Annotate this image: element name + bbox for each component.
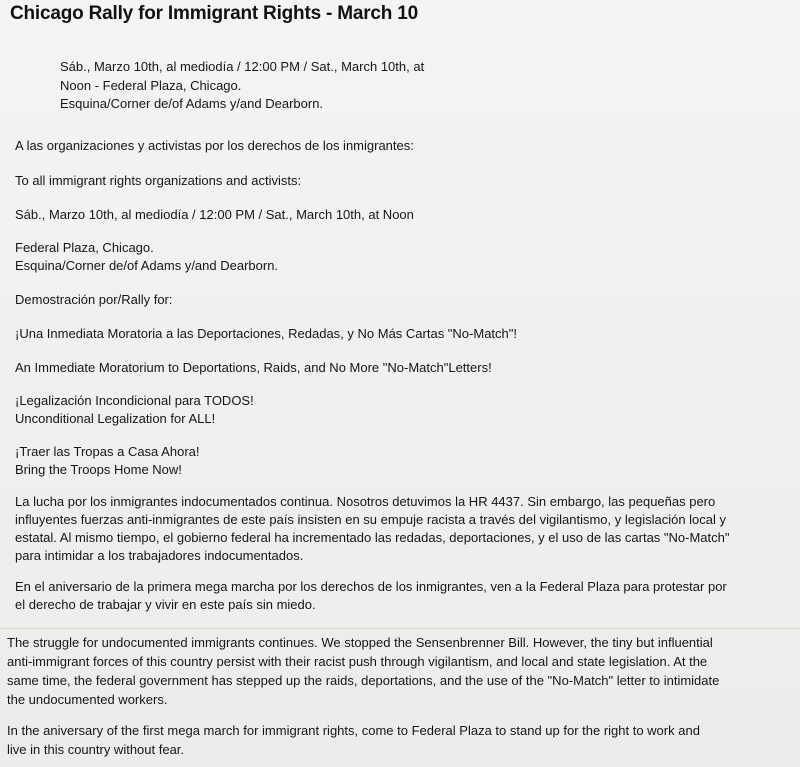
demand-3-block [15,443,200,478]
place-line-2: Esquina/Corner de/of Adams y/and Dearborn. [15,257,279,273]
paragraph-line: estatal. Al mismo tiempo, el gobierno federal ha incrementado las redadas, deportaciones, y el uso de las cartas "No-Match" [15,530,730,545]
place-line-1: Federal Plaza, Chicago. [15,240,154,255]
rally-for-heading: Demostración por/Rally for: [15,292,173,307]
paragraph-spanish-1 [15,493,797,565]
demand-2-english: Unconditional Legalization for ALL! [15,410,216,426]
demand-1-english: An Immediate Moratorium to Deportations, Raids, and No More "No-Match"Letters! [15,360,492,375]
header-line-1: Sáb., Marzo 10th, al mediodía / 12:00 PM / Sat., March 10th, at [60,59,425,74]
paragraph-english-1 [7,633,797,709]
paragraph-english-2 [7,721,797,759]
page-title: Chicago Rally for Immigrant Rights - March 10 [10,3,419,24]
date-line: Sáb., Marzo 10th, al mediodía / 12:00 PM / Sat., March 10th, at Noon [15,207,414,222]
paragraph-line: el derecho de trabajar y vivir en este país sin miedo. [15,597,316,612]
demand-2-spanish: ¡Legalización Incondicional para TODOS! [15,393,254,408]
paragraph-line: live in this country without fear. [7,742,185,757]
header-line-3: Esquina/Corner de/of Adams y/and Dearborn. [60,96,324,111]
paragraph-line: para intimidar a los trabajadores indocumentados. [15,548,304,563]
demand-1-spanish: ¡Una Inmediata Moratoria a las Deportaciones, Redadas, y No Más Cartas "No-Match"! [15,326,517,341]
header-line-2: Noon - Federal Plaza, Chicago. [60,77,242,93]
section-divider [0,628,800,629]
paragraph-line: In the aniversary of the first mega march for immigrant rights, come to Federal Plaza to stand up for the right to work and [7,723,700,738]
demand-3-english: Bring the Troops Home Now! [15,461,182,477]
header-event-info [60,58,480,114]
paragraph-line: The struggle for undocumented immigrants continues. We stopped the Sensenbrenner Bill. However, the tiny but influential [7,635,713,650]
demand-2-block [15,392,254,427]
paragraph-line: influyentes fuerzas anti-inmigrantes de este país insisten en su empuje racista a través del vigilantismo, y legislación local y [15,512,727,527]
greeting-spanish: A las organizaciones y activistas por los derechos de los inmigrantes: [15,138,414,153]
paragraph-line: same time, the federal government has stepped up the raids, deportations, and the use of the "No-Match" letter to intimidate [7,673,720,688]
paragraph-line: anti-immigrant forces of this country persist with their racist push through vigilantism, and local and state legislation. At the [7,654,708,669]
demand-3-spanish: ¡Traer las Tropas a Casa Ahora! [15,444,200,459]
paragraph-line: the undocumented workers. [7,692,168,707]
paragraph-spanish-2 [15,578,797,614]
greeting-english: To all immigrant rights organizations and activists: [15,173,302,188]
place-block [15,239,278,274]
paragraph-line: La lucha por los inmigrantes indocumentados continua. Nosotros detuvimos la HR 4437. Sin embargo, las pequeñas pero [15,494,716,509]
paragraph-line: En el aniversario de la primera mega marcha por los derechos de los inmigrantes, ven a la Federal Plaza para protestar por [15,579,727,594]
